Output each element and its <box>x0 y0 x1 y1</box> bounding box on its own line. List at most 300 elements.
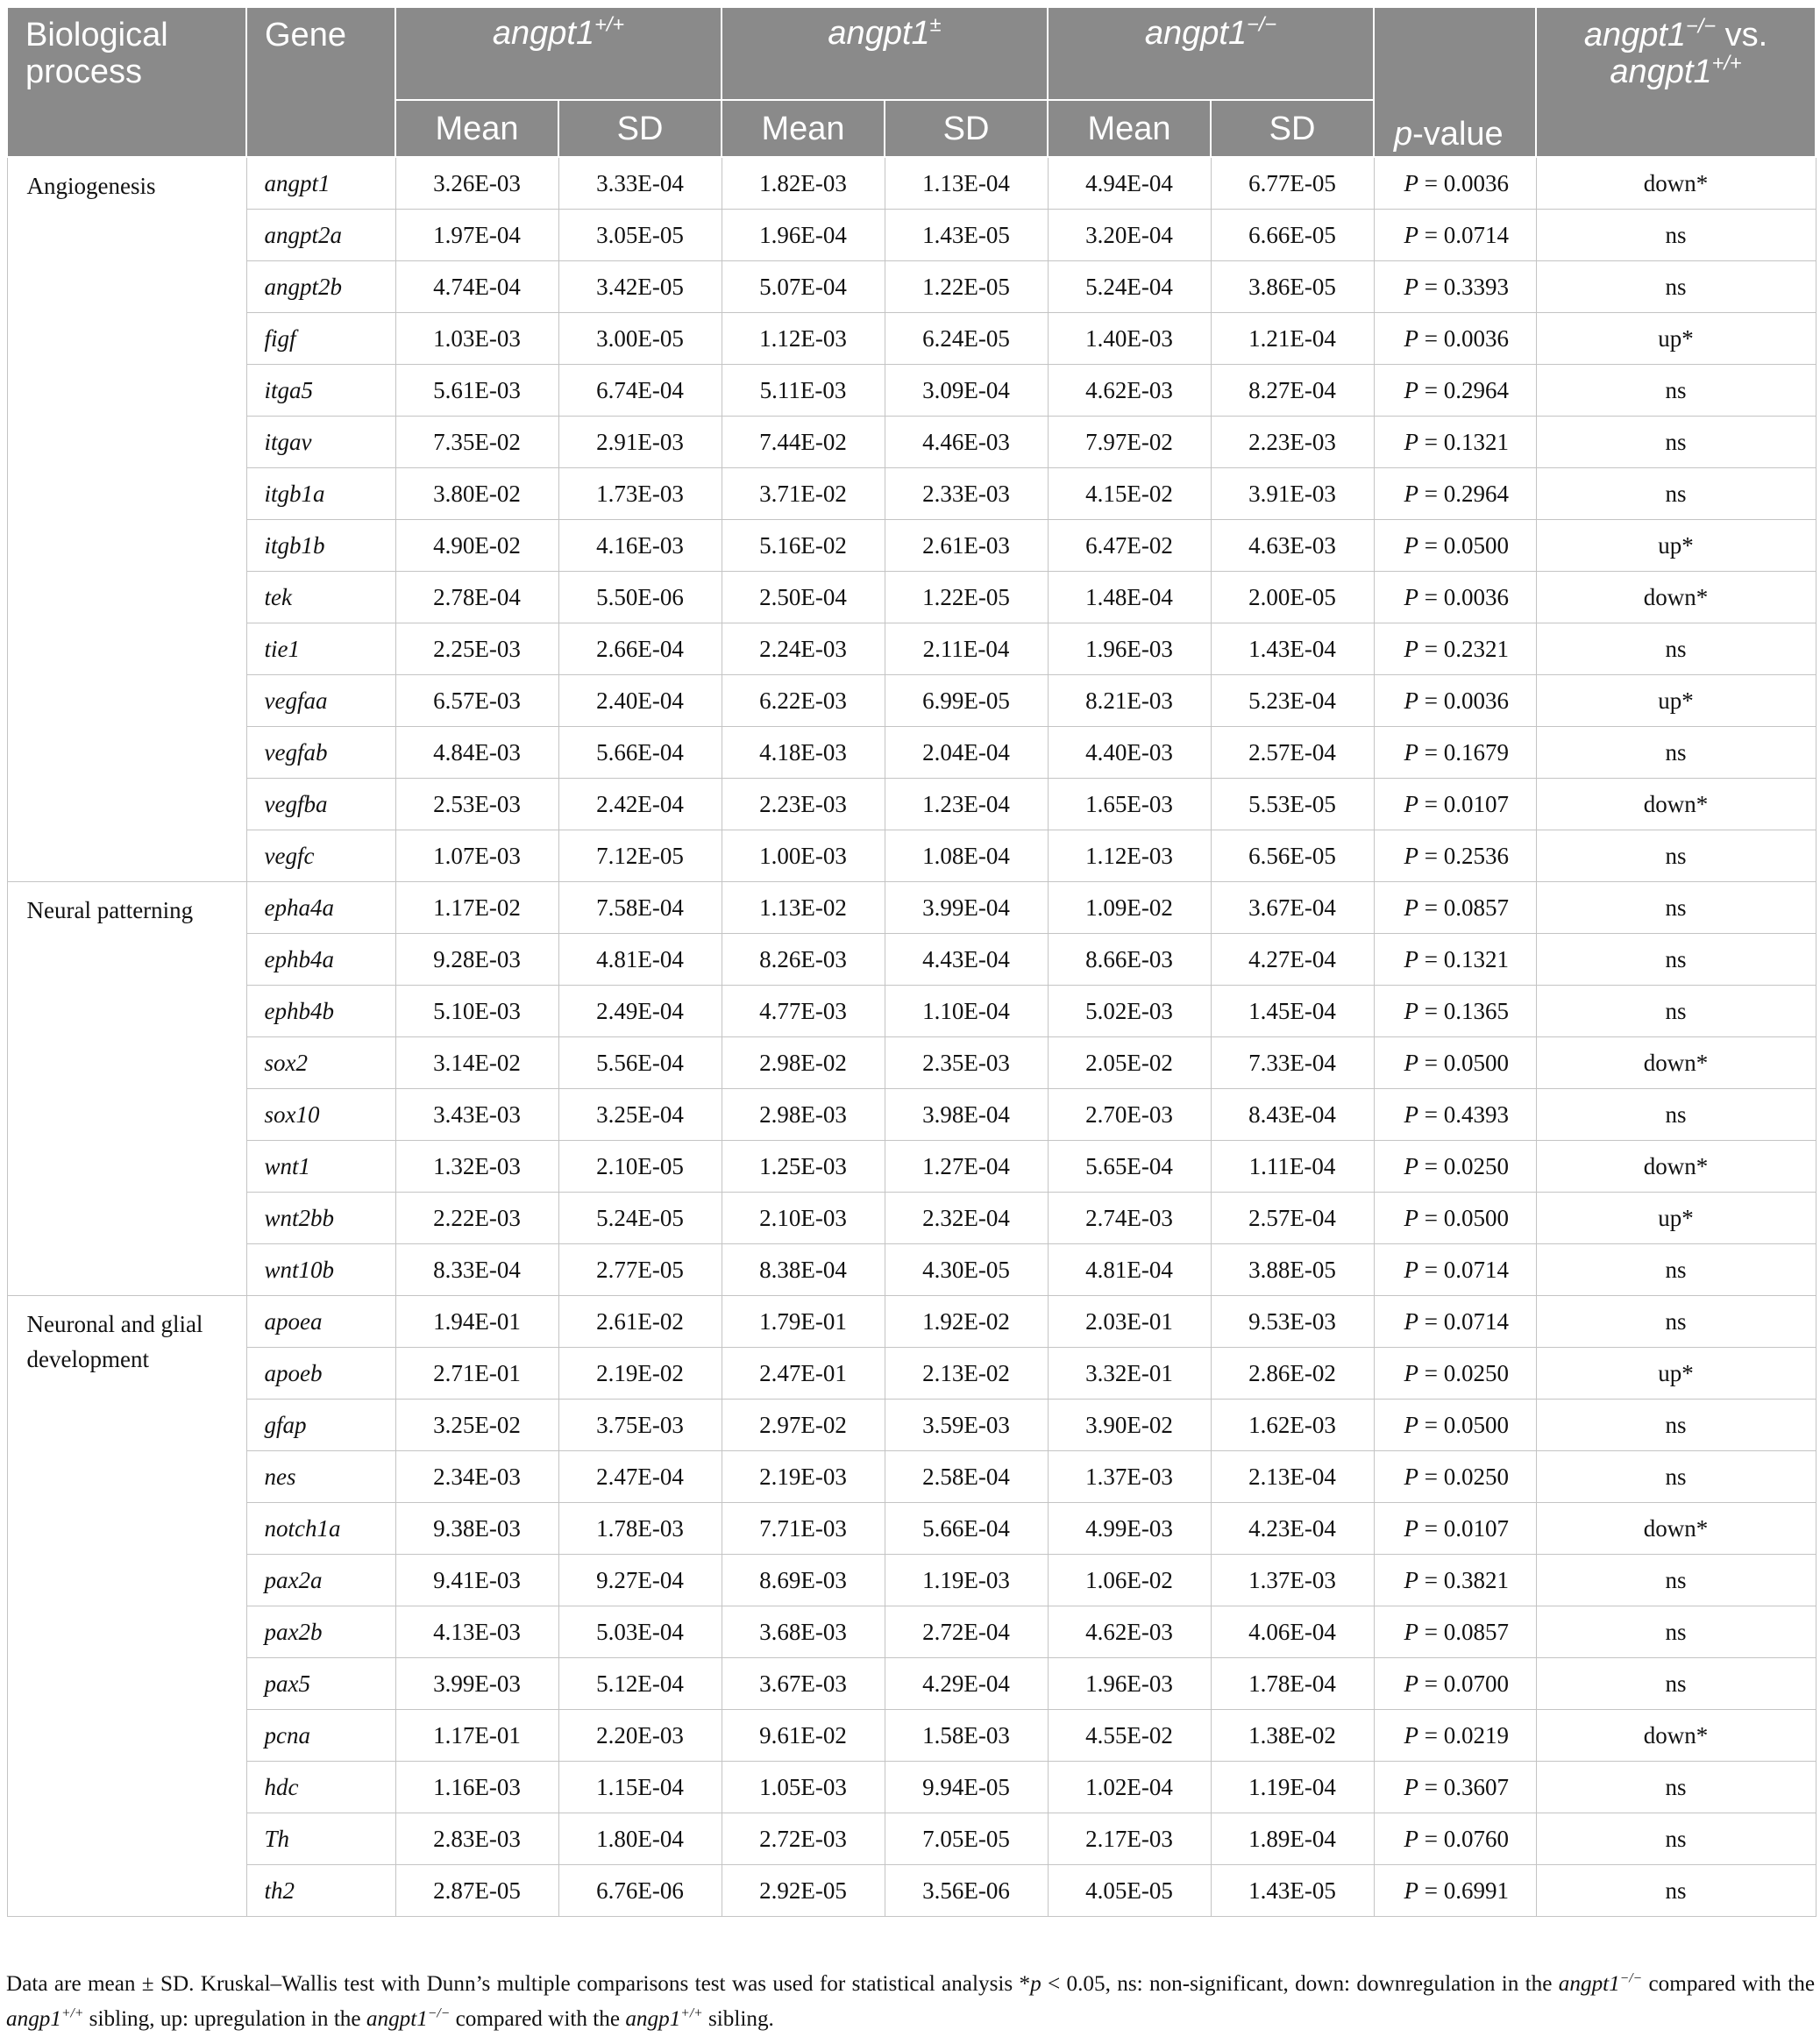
wildtype-sd-cell: 9.27E-04 <box>558 1555 722 1606</box>
knockout-mean-cell: 1.02E-04 <box>1048 1762 1211 1813</box>
table-row <box>7 675 1816 727</box>
wildtype-sd-cell: 1.78E-03 <box>558 1503 722 1555</box>
wildtype-sd-cell: 1.15E-04 <box>558 1762 722 1813</box>
regulation-cell: up* <box>1536 520 1816 572</box>
knockout-sd-cell: 4.63E-03 <box>1211 520 1374 572</box>
p-value-text: = 0.3393 <box>1418 273 1509 300</box>
heterozygous-sd-cell: 5.66E-04 <box>885 1503 1048 1555</box>
p-value-cell <box>1374 934 1536 986</box>
knockout-sd-cell: 3.91E-03 <box>1211 468 1374 520</box>
heterozygous-mean-cell: 2.50E-04 <box>722 572 885 623</box>
regulation-cell: ns <box>1536 1555 1816 1606</box>
p-value-cell <box>1374 520 1536 572</box>
knockout-sd-cell: 5.53E-05 <box>1211 779 1374 830</box>
heterozygous-mean-cell: 4.18E-03 <box>722 727 885 779</box>
table-row <box>7 727 1816 779</box>
wildtype-mean-cell: 2.78E-04 <box>395 572 558 623</box>
knockout-sd-cell: 3.86E-05 <box>1211 261 1374 313</box>
table-row <box>7 1503 1816 1555</box>
p-value-cell <box>1374 830 1536 882</box>
table-row <box>7 261 1816 313</box>
regulation-cell: ns <box>1536 1658 1816 1710</box>
p-value-cell <box>1374 675 1536 727</box>
table-row <box>7 1296 1816 1348</box>
header-wildtype-mean: Mean <box>395 100 558 157</box>
wildtype-mean-cell: 2.87E-05 <box>395 1865 558 1917</box>
regulation-cell: ns <box>1536 1451 1816 1503</box>
p-value-text: = 0.0250 <box>1418 1359 1509 1386</box>
knockout-mean-cell: 1.40E-03 <box>1048 313 1211 365</box>
heterozygous-mean-cell: 2.23E-03 <box>722 779 885 830</box>
regulation-cell: down* <box>1536 779 1816 830</box>
heterozygous-sd-cell: 2.72E-04 <box>885 1606 1048 1658</box>
p-value-text: = 0.0250 <box>1418 1463 1509 1490</box>
knockout-mean-cell: 4.62E-03 <box>1048 365 1211 417</box>
wildtype-mean-cell: 2.71E-01 <box>395 1348 558 1400</box>
p-value-text: = 0.0250 <box>1418 1152 1509 1179</box>
heterozygous-sd-cell: 1.22E-05 <box>885 572 1048 623</box>
heterozygous-mean-cell: 1.96E-04 <box>722 210 885 261</box>
knockout-sd-cell: 2.57E-04 <box>1211 1193 1374 1244</box>
p-value-text: = 0.3607 <box>1418 1773 1509 1800</box>
data-table-container <box>6 6 1815 1917</box>
p-value-text: = 0.6991 <box>1418 1877 1509 1904</box>
wildtype-sd-cell: 3.75E-03 <box>558 1400 722 1451</box>
p-value-cell <box>1374 779 1536 830</box>
heterozygous-mean-cell: 2.19E-03 <box>722 1451 885 1503</box>
knockout-mean-cell: 1.96E-03 <box>1048 1658 1211 1710</box>
wildtype-mean-cell: 3.14E-02 <box>395 1037 558 1089</box>
knockout-mean-cell: 3.32E-01 <box>1048 1348 1211 1400</box>
table-row <box>7 882 1816 934</box>
p-symbol: P <box>1404 1204 1419 1231</box>
p-symbol: P <box>1404 1152 1419 1179</box>
heterozygous-mean-cell: 2.92E-05 <box>722 1865 885 1917</box>
gene-name-cell: vegfc <box>246 830 395 882</box>
knockout-sd-cell: 1.11E-04 <box>1211 1141 1374 1193</box>
p-symbol: P <box>1404 480 1419 507</box>
table-row <box>7 1710 1816 1762</box>
p-symbol: P <box>1404 1773 1419 1800</box>
table-row <box>7 1141 1816 1193</box>
p-value-cell <box>1374 1503 1536 1555</box>
p-value-cell <box>1374 1451 1536 1503</box>
wildtype-sd-cell: 3.33E-04 <box>558 157 722 210</box>
knockout-mean-cell: 2.74E-03 <box>1048 1193 1211 1244</box>
p-value-text: = 0.1365 <box>1418 997 1509 1024</box>
knockout-sd-cell: 7.33E-04 <box>1211 1037 1374 1089</box>
wildtype-mean-cell: 8.33E-04 <box>395 1244 558 1296</box>
p-symbol: P <box>1404 273 1419 300</box>
gene-name-cell: wnt10b <box>246 1244 395 1296</box>
heterozygous-sd-cell: 1.13E-04 <box>885 157 1048 210</box>
heterozygous-sd-cell: 1.10E-04 <box>885 986 1048 1037</box>
heterozygous-sd-cell: 9.94E-05 <box>885 1762 1048 1813</box>
p-value-cell <box>1374 1296 1536 1348</box>
regulation-cell: up* <box>1536 313 1816 365</box>
heterozygous-sd-cell: 1.58E-03 <box>885 1710 1048 1762</box>
p-symbol: P <box>1404 376 1419 403</box>
p-symbol: P <box>1404 531 1419 559</box>
p-symbol: P <box>1404 790 1419 817</box>
p-value-text: = 0.0714 <box>1418 221 1509 248</box>
p-symbol: P <box>1404 687 1419 714</box>
wildtype-sd-cell: 2.40E-04 <box>558 675 722 727</box>
table-row <box>7 623 1816 675</box>
p-symbol: P <box>1404 635 1419 662</box>
heterozygous-sd-cell: 2.58E-04 <box>885 1451 1048 1503</box>
p-value-cell <box>1374 1762 1536 1813</box>
gene-name-cell: ephb4b <box>246 986 395 1037</box>
wildtype-sd-cell: 4.81E-04 <box>558 934 722 986</box>
heterozygous-sd-cell: 6.99E-05 <box>885 675 1048 727</box>
wildtype-mean-cell: 1.03E-03 <box>395 313 558 365</box>
table-row <box>7 1400 1816 1451</box>
p-value-cell <box>1374 727 1536 779</box>
p-symbol: P <box>1404 945 1419 972</box>
header-gene: Gene <box>246 7 395 157</box>
knockout-mean-cell: 2.70E-03 <box>1048 1089 1211 1141</box>
wildtype-sd-cell: 2.91E-03 <box>558 417 722 468</box>
regulation-cell: ns <box>1536 1606 1816 1658</box>
knockout-sd-cell: 6.77E-05 <box>1211 157 1374 210</box>
knockout-mean-cell: 5.65E-04 <box>1048 1141 1211 1193</box>
wildtype-mean-cell: 7.35E-02 <box>395 417 558 468</box>
wildtype-sd-cell: 5.66E-04 <box>558 727 722 779</box>
heterozygous-sd-cell: 7.05E-05 <box>885 1813 1048 1865</box>
table-body <box>7 157 1816 1917</box>
heterozygous-mean-cell: 1.25E-03 <box>722 1141 885 1193</box>
regulation-cell: ns <box>1536 623 1816 675</box>
knockout-sd-cell: 3.88E-05 <box>1211 1244 1374 1296</box>
table-footnote: Data are mean ± SD. Kruskal–Wallis test with Dunn’s multiple comparisons test was used for statistical analysis *p < 0.05, ns: non-significant, down: downregulation in the angpt1−/− compared with the angp1+/+ sibling, up: upregulation in the angpt1−/− compared with the angp1+/+ sibling. <box>6 1970 1815 2031</box>
regulation-cell: ns <box>1536 727 1816 779</box>
wildtype-mean-cell: 1.17E-01 <box>395 1710 558 1762</box>
heterozygous-sd-cell: 4.43E-04 <box>885 934 1048 986</box>
table-row <box>7 520 1816 572</box>
wildtype-mean-cell: 1.97E-04 <box>395 210 558 261</box>
p-value-text: = 0.0500 <box>1418 1204 1509 1231</box>
heterozygous-sd-cell: 4.30E-05 <box>885 1244 1048 1296</box>
gene-name-cell: pax2a <box>246 1555 395 1606</box>
gene-name-cell: notch1a <box>246 1503 395 1555</box>
p-symbol: P <box>1404 428 1419 455</box>
knockout-mean-cell: 1.48E-04 <box>1048 572 1211 623</box>
heterozygous-sd-cell: 1.08E-04 <box>885 830 1048 882</box>
gene-name-cell: pax2b <box>246 1606 395 1658</box>
p-value-text: = 0.0700 <box>1418 1670 1509 1697</box>
wildtype-sd-cell: 6.76E-06 <box>558 1865 722 1917</box>
table-row <box>7 934 1816 986</box>
heterozygous-mean-cell: 1.00E-03 <box>722 830 885 882</box>
p-value-cell <box>1374 623 1536 675</box>
biological-process-cell: Neuronal and glial development <box>7 1296 246 1917</box>
wildtype-mean-cell: 3.26E-03 <box>395 157 558 210</box>
heterozygous-mean-cell: 1.12E-03 <box>722 313 885 365</box>
p-symbol: P <box>1404 221 1419 248</box>
heterozygous-sd-cell: 2.13E-02 <box>885 1348 1048 1400</box>
gene-name-cell: th2 <box>246 1865 395 1917</box>
wildtype-mean-cell: 1.94E-01 <box>395 1296 558 1348</box>
table-row <box>7 1762 1816 1813</box>
p-value-cell <box>1374 1710 1536 1762</box>
heterozygous-sd-cell: 3.56E-06 <box>885 1865 1048 1917</box>
heterozygous-mean-cell: 5.07E-04 <box>722 261 885 313</box>
p-value-cell <box>1374 313 1536 365</box>
p-value-text: = 0.0036 <box>1418 687 1509 714</box>
table-row <box>7 1658 1816 1710</box>
table-row <box>7 1555 1816 1606</box>
wildtype-sd-cell: 2.42E-04 <box>558 779 722 830</box>
p-value-text: = 0.0107 <box>1418 790 1509 817</box>
p-symbol: P <box>1404 1463 1419 1490</box>
table-row <box>7 417 1816 468</box>
table-row <box>7 157 1816 210</box>
knockout-mean-cell: 4.40E-03 <box>1048 727 1211 779</box>
heterozygous-mean-cell: 2.10E-03 <box>722 1193 885 1244</box>
biological-process-cell: Angiogenesis <box>7 157 246 882</box>
wildtype-mean-cell: 9.38E-03 <box>395 1503 558 1555</box>
table-header <box>7 7 1816 157</box>
knockout-mean-cell: 3.90E-02 <box>1048 1400 1211 1451</box>
p-value-cell <box>1374 1193 1536 1244</box>
wildtype-sd-cell: 1.80E-04 <box>558 1813 722 1865</box>
table-row <box>7 572 1816 623</box>
p-symbol: P <box>1404 1411 1419 1438</box>
heterozygous-mean-cell: 9.61E-02 <box>722 1710 885 1762</box>
p-symbol: P <box>1404 1566 1419 1593</box>
heterozygous-mean-cell: 2.47E-01 <box>722 1348 885 1400</box>
heterozygous-mean-cell: 8.38E-04 <box>722 1244 885 1296</box>
p-value-text: = 0.2321 <box>1418 635 1509 662</box>
heterozygous-sd-cell: 3.98E-04 <box>885 1089 1048 1141</box>
p-symbol: P <box>1404 169 1419 196</box>
wildtype-mean-cell: 3.43E-03 <box>395 1089 558 1141</box>
p-value-text: = 0.0500 <box>1418 1411 1509 1438</box>
p-value-text: = 0.0714 <box>1418 1307 1509 1335</box>
heterozygous-mean-cell: 1.82E-03 <box>722 157 885 210</box>
gene-name-cell: pcna <box>246 1710 395 1762</box>
heterozygous-mean-cell: 5.11E-03 <box>722 365 885 417</box>
heterozygous-sd-cell: 1.23E-04 <box>885 779 1048 830</box>
knockout-sd-cell: 2.57E-04 <box>1211 727 1374 779</box>
wildtype-mean-cell: 2.22E-03 <box>395 1193 558 1244</box>
wildtype-sd-cell: 2.49E-04 <box>558 986 722 1037</box>
knockout-mean-cell: 1.96E-03 <box>1048 623 1211 675</box>
wildtype-sd-cell: 2.61E-02 <box>558 1296 722 1348</box>
p-value-cell <box>1374 1400 1536 1451</box>
knockout-sd-cell: 1.43E-05 <box>1211 1865 1374 1917</box>
header-knockout-mean: Mean <box>1048 100 1211 157</box>
gene-name-cell: sox10 <box>246 1089 395 1141</box>
wildtype-mean-cell: 1.17E-02 <box>395 882 558 934</box>
knockout-sd-cell: 4.06E-04 <box>1211 1606 1374 1658</box>
knockout-mean-cell: 8.66E-03 <box>1048 934 1211 986</box>
p-value-cell <box>1374 1813 1536 1865</box>
knockout-mean-cell: 1.06E-02 <box>1048 1555 1211 1606</box>
wildtype-sd-cell: 7.12E-05 <box>558 830 722 882</box>
table-row <box>7 1606 1816 1658</box>
knockout-sd-cell: 2.13E-04 <box>1211 1451 1374 1503</box>
p-symbol: P <box>1404 842 1419 869</box>
regulation-cell: down* <box>1536 572 1816 623</box>
p-value-text: = 0.0500 <box>1418 1049 1509 1076</box>
wildtype-mean-cell: 5.61E-03 <box>395 365 558 417</box>
p-value-cell <box>1374 157 1536 210</box>
heterozygous-mean-cell: 7.71E-03 <box>722 1503 885 1555</box>
gene-name-cell: pax5 <box>246 1658 395 1710</box>
p-value-text: = 0.1679 <box>1418 738 1509 766</box>
knockout-mean-cell: 2.17E-03 <box>1048 1813 1211 1865</box>
regulation-cell: ns <box>1536 1813 1816 1865</box>
header-p-value: p-value <box>1374 7 1536 157</box>
knockout-sd-cell: 4.23E-04 <box>1211 1503 1374 1555</box>
wildtype-mean-cell: 3.25E-02 <box>395 1400 558 1451</box>
knockout-sd-cell: 8.27E-04 <box>1211 365 1374 417</box>
heterozygous-sd-cell: 3.09E-04 <box>885 365 1048 417</box>
p-value-text: = 0.2964 <box>1418 376 1509 403</box>
knockout-sd-cell: 4.27E-04 <box>1211 934 1374 986</box>
wildtype-mean-cell: 9.41E-03 <box>395 1555 558 1606</box>
header-knockout-sd: SD <box>1211 100 1374 157</box>
p-value-cell <box>1374 1037 1536 1089</box>
gene-name-cell: sox2 <box>246 1037 395 1089</box>
p-symbol: P <box>1404 1670 1419 1697</box>
knockout-sd-cell: 1.62E-03 <box>1211 1400 1374 1451</box>
p-value-text: = 0.0036 <box>1418 324 1509 352</box>
regulation-cell: ns <box>1536 1762 1816 1813</box>
wildtype-sd-cell: 4.16E-03 <box>558 520 722 572</box>
table-row <box>7 468 1816 520</box>
wildtype-mean-cell: 4.74E-04 <box>395 261 558 313</box>
heterozygous-sd-cell: 1.92E-02 <box>885 1296 1048 1348</box>
p-symbol: P <box>1404 1514 1419 1542</box>
heterozygous-mean-cell: 2.97E-02 <box>722 1400 885 1451</box>
wildtype-sd-cell: 5.03E-04 <box>558 1606 722 1658</box>
gene-name-cell: vegfaa <box>246 675 395 727</box>
knockout-mean-cell: 1.37E-03 <box>1048 1451 1211 1503</box>
table-row <box>7 313 1816 365</box>
heterozygous-sd-cell: 6.24E-05 <box>885 313 1048 365</box>
knockout-sd-cell: 1.19E-04 <box>1211 1762 1374 1813</box>
regulation-cell: ns <box>1536 261 1816 313</box>
gene-expression-table <box>6 6 1816 1917</box>
heterozygous-mean-cell: 2.72E-03 <box>722 1813 885 1865</box>
heterozygous-mean-cell: 1.79E-01 <box>722 1296 885 1348</box>
knockout-mean-cell: 3.20E-04 <box>1048 210 1211 261</box>
p-value-cell <box>1374 1141 1536 1193</box>
knockout-mean-cell: 4.05E-05 <box>1048 1865 1211 1917</box>
p-value-cell <box>1374 1865 1536 1917</box>
wildtype-sd-cell: 5.12E-04 <box>558 1658 722 1710</box>
regulation-cell: up* <box>1536 1193 1816 1244</box>
heterozygous-sd-cell: 1.19E-03 <box>885 1555 1048 1606</box>
knockout-mean-cell: 2.05E-02 <box>1048 1037 1211 1089</box>
p-symbol: P <box>1404 1307 1419 1335</box>
knockout-sd-cell: 9.53E-03 <box>1211 1296 1374 1348</box>
gene-name-cell: angpt1 <box>246 157 395 210</box>
heterozygous-mean-cell: 4.77E-03 <box>722 986 885 1037</box>
p-value-text: = 0.0036 <box>1418 169 1509 196</box>
p-value-cell <box>1374 986 1536 1037</box>
p-value-text: = 0.1321 <box>1418 945 1509 972</box>
heterozygous-mean-cell: 6.22E-03 <box>722 675 885 727</box>
regulation-cell: ns <box>1536 986 1816 1037</box>
gene-name-cell: figf <box>246 313 395 365</box>
knockout-sd-cell: 3.67E-04 <box>1211 882 1374 934</box>
p-symbol: P <box>1404 1049 1419 1076</box>
wildtype-mean-cell: 3.99E-03 <box>395 1658 558 1710</box>
table-row <box>7 1089 1816 1141</box>
p-value-text: = 0.2964 <box>1418 480 1509 507</box>
table-row <box>7 365 1816 417</box>
p-value-cell <box>1374 1348 1536 1400</box>
table-row <box>7 1244 1816 1296</box>
knockout-sd-cell: 1.45E-04 <box>1211 986 1374 1037</box>
regulation-cell: ns <box>1536 1244 1816 1296</box>
heterozygous-mean-cell: 2.98E-03 <box>722 1089 885 1141</box>
knockout-mean-cell: 4.15E-02 <box>1048 468 1211 520</box>
knockout-sd-cell: 1.38E-02 <box>1211 1710 1374 1762</box>
knockout-sd-cell: 6.66E-05 <box>1211 210 1374 261</box>
wildtype-mean-cell: 4.13E-03 <box>395 1606 558 1658</box>
gene-name-cell: angpt2b <box>246 261 395 313</box>
regulation-cell: down* <box>1536 1710 1816 1762</box>
p-value-cell <box>1374 261 1536 313</box>
wildtype-sd-cell: 3.25E-04 <box>558 1089 722 1141</box>
heterozygous-mean-cell: 3.68E-03 <box>722 1606 885 1658</box>
heterozygous-mean-cell: 1.13E-02 <box>722 882 885 934</box>
heterozygous-mean-cell: 5.16E-02 <box>722 520 885 572</box>
p-symbol: P <box>1404 1877 1419 1904</box>
p-value-cell <box>1374 572 1536 623</box>
p-value-cell <box>1374 468 1536 520</box>
knockout-mean-cell: 8.21E-03 <box>1048 675 1211 727</box>
wildtype-mean-cell: 4.90E-02 <box>395 520 558 572</box>
wildtype-sd-cell: 1.73E-03 <box>558 468 722 520</box>
regulation-cell: down* <box>1536 1037 1816 1089</box>
p-symbol: P <box>1404 997 1419 1024</box>
knockout-mean-cell: 5.24E-04 <box>1048 261 1211 313</box>
wildtype-mean-cell: 2.83E-03 <box>395 1813 558 1865</box>
wildtype-mean-cell: 6.57E-03 <box>395 675 558 727</box>
wildtype-mean-cell: 1.16E-03 <box>395 1762 558 1813</box>
p-symbol: P <box>1404 894 1419 921</box>
wildtype-sd-cell: 5.24E-05 <box>558 1193 722 1244</box>
wildtype-sd-cell: 2.47E-04 <box>558 1451 722 1503</box>
knockout-sd-cell: 1.37E-03 <box>1211 1555 1374 1606</box>
regulation-cell: ns <box>1536 210 1816 261</box>
gene-name-cell: itgb1a <box>246 468 395 520</box>
p-symbol: P <box>1404 1618 1419 1645</box>
knockout-mean-cell: 7.97E-02 <box>1048 417 1211 468</box>
knockout-mean-cell: 1.12E-03 <box>1048 830 1211 882</box>
regulation-cell: down* <box>1536 1141 1816 1193</box>
wildtype-sd-cell: 5.50E-06 <box>558 572 722 623</box>
knockout-sd-cell: 2.00E-05 <box>1211 572 1374 623</box>
wildtype-mean-cell: 9.28E-03 <box>395 934 558 986</box>
table-row <box>7 1037 1816 1089</box>
gene-name-cell: Th <box>246 1813 395 1865</box>
heterozygous-mean-cell: 7.44E-02 <box>722 417 885 468</box>
gene-name-cell: itgav <box>246 417 395 468</box>
gene-name-cell: vegfba <box>246 779 395 830</box>
p-symbol: P <box>1404 1721 1419 1749</box>
wildtype-sd-cell: 3.05E-05 <box>558 210 722 261</box>
heterozygous-sd-cell: 2.33E-03 <box>885 468 1048 520</box>
header-wildtype-sd: SD <box>558 100 722 157</box>
header-comparison: angpt1−/− vs. angpt1+/+ <box>1536 7 1816 157</box>
